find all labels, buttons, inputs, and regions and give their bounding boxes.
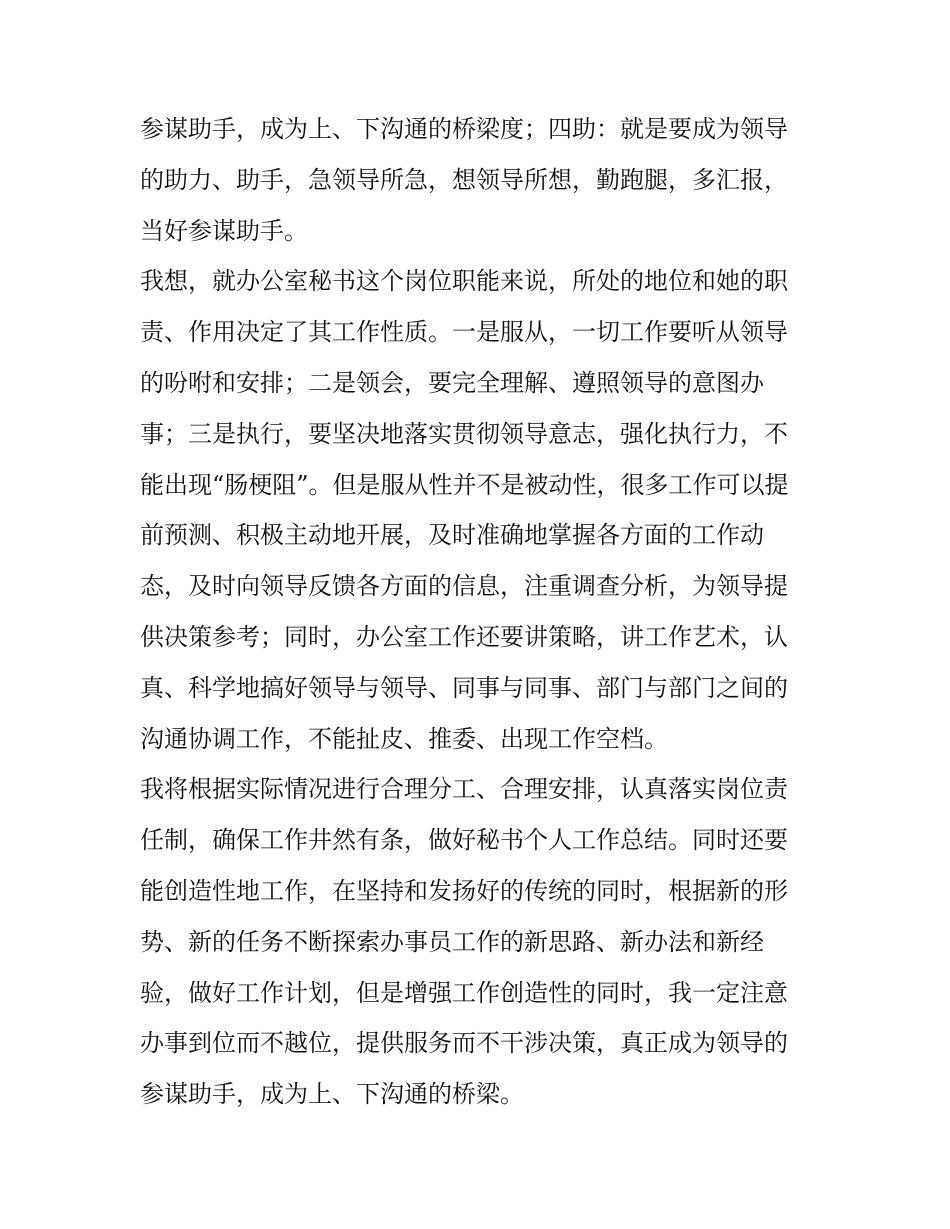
document-body <box>140 104 840 1120</box>
text-line: 任制，确保工作井然有条，做好秘书个人工作总结。同时还要 <box>140 826 788 855</box>
text-line: 势、新的任务不断探索办事员工作的新思路、新办法和新经 <box>140 927 764 956</box>
text-line: 参谋助手，成为上、下沟通的桥梁。 <box>140 1080 524 1109</box>
text-line: 事；三是执行，要坚决地落实贯彻领导意志，强化执行力，不 <box>140 419 788 448</box>
text-line: 能创造性地工作，在坚持和发扬好的传统的同时，根据新的形 <box>140 876 788 905</box>
text-line: 能出现“肠梗阻”。但是服从性并不是被动性，很多工作可以提 <box>140 470 789 499</box>
text-line: 验，做好工作计划，但是增强工作创造性的同时，我一定注意 <box>140 978 788 1007</box>
text-line: 的助力、助手，急领导所急，想领导所想，勤跑腿，多汇报， <box>140 165 788 194</box>
text-line: 前预测、积极主动地开展，及时准确地掌握各方面的工作动 <box>140 521 764 550</box>
text-line: 当好参谋助手。 <box>140 216 308 245</box>
text-line: 办事到位而不越位，提供服务而不干涉决策，真正成为领导的 <box>140 1029 788 1058</box>
text-line: 的吩咐和安排；二是领会，要完全理解、遵照领导的意图办 <box>140 368 764 397</box>
text-line: 供决策参考；同时，办公室工作还要讲策略，讲工作艺术，认 <box>140 622 788 651</box>
text-line: 责、作用决定了其工作性质。一是服从，一切工作要听从领导 <box>140 318 788 347</box>
text-line: 沟通协调工作，不能扯皮、推委、出现工作空档。 <box>140 724 668 753</box>
text-line: 真、科学地搞好领导与领导、同事与同事、部门与部门之间的 <box>140 673 788 702</box>
text-line: 我将根据实际情况进行合理分工、合理安排，认真落实岗位责 <box>140 775 788 804</box>
text-line: 态，及时向领导反馈各方面的信息，注重调查分析，为领导提 <box>140 572 788 601</box>
text-line: 参谋助手，成为上、下沟通的桥梁度；四助：就是要成为领导 <box>140 115 788 143</box>
text-line: 我想，就办公室秘书这个岗位职能来说，所处的地位和她的职 <box>140 267 788 296</box>
